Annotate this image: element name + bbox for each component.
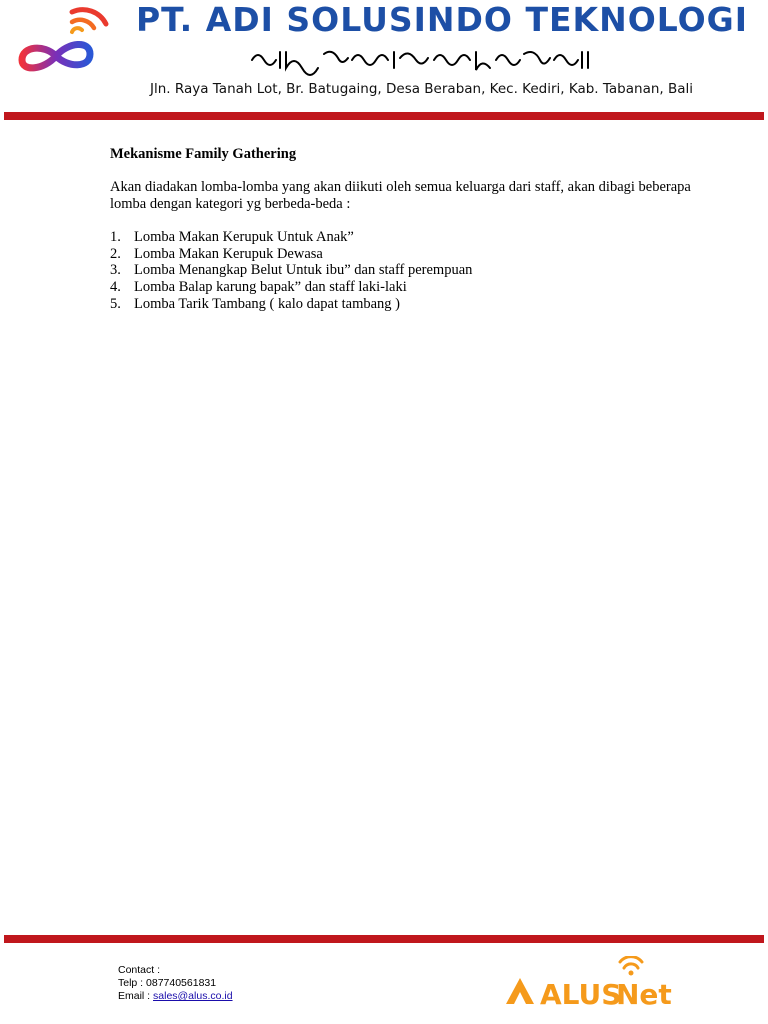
- email-link[interactable]: sales@alus.co.id: [153, 990, 233, 1002]
- list-item-text: Lomba Makan Kerupuk Untuk Anak”: [134, 229, 354, 245]
- telp-label: Telp :: [118, 977, 147, 989]
- list-item-number: 5.: [110, 295, 121, 312]
- list-item-number: 2.: [110, 245, 121, 262]
- document-intro: Akan diadakan lomba-lomba yang akan diikuti oleh semua keluarga dari staff, akan dibagi beberapa lomba dengan kategori yg berbeda-beda :: [110, 179, 691, 212]
- email-line: [118, 990, 233, 1003]
- list-item-text: Lomba Makan Kerupuk Dewasa: [134, 245, 323, 262]
- company-name: PT. ADI SOLUSINDO TEKNOLOGI: [136, 0, 749, 39]
- list-item-number: 1.: [110, 229, 121, 245]
- list-item-text: Lomba Menangkap Belut Untuk ibu” dan staff perempuan: [134, 262, 473, 279]
- alusnet-mark-icon: [506, 978, 534, 1004]
- contact-label: Contact :: [118, 964, 161, 976]
- telp-number: 087740561831: [146, 977, 217, 989]
- company-address: Jln. Raya Tanah Lot, Br. Batugaing, Desa Beraban, Kec. Kediri, Kab. Tabanan, Bali: [150, 81, 694, 97]
- brand-right: Net: [616, 978, 672, 1010]
- document-body: [110, 146, 710, 313]
- list-item-number: 3.: [110, 262, 121, 279]
- list-item: [110, 246, 710, 263]
- wifi-dot-icon: [629, 971, 634, 976]
- wifi-icon: [624, 964, 638, 968]
- alusnet-logo: [504, 956, 680, 1010]
- list-item: [110, 279, 710, 296]
- email-label: Email :: [118, 990, 154, 1002]
- infinity-wifi-logo-icon: [14, 2, 122, 78]
- list-item: [110, 296, 710, 313]
- telp-line: [118, 977, 233, 990]
- brand-left: ALUS: [540, 978, 622, 1010]
- list-item-text: Lomba Tarik Tambang ( kalo dapat tambang ): [134, 295, 401, 312]
- list-item: [110, 262, 710, 279]
- balinese-script-icon: [248, 44, 594, 76]
- wifi-arc-icon: [620, 957, 642, 962]
- list-item-number: 4.: [110, 279, 121, 296]
- list-item-text: Lomba Balap karung bapak” dan staff laki-laki: [134, 279, 407, 296]
- header-divider: [4, 112, 764, 120]
- competition-list: [110, 229, 710, 313]
- footer-divider: [4, 935, 764, 943]
- footer-contact: [118, 964, 233, 1003]
- list-item: [110, 229, 710, 246]
- document-title: Mekanisme Family Gathering: [110, 146, 297, 162]
